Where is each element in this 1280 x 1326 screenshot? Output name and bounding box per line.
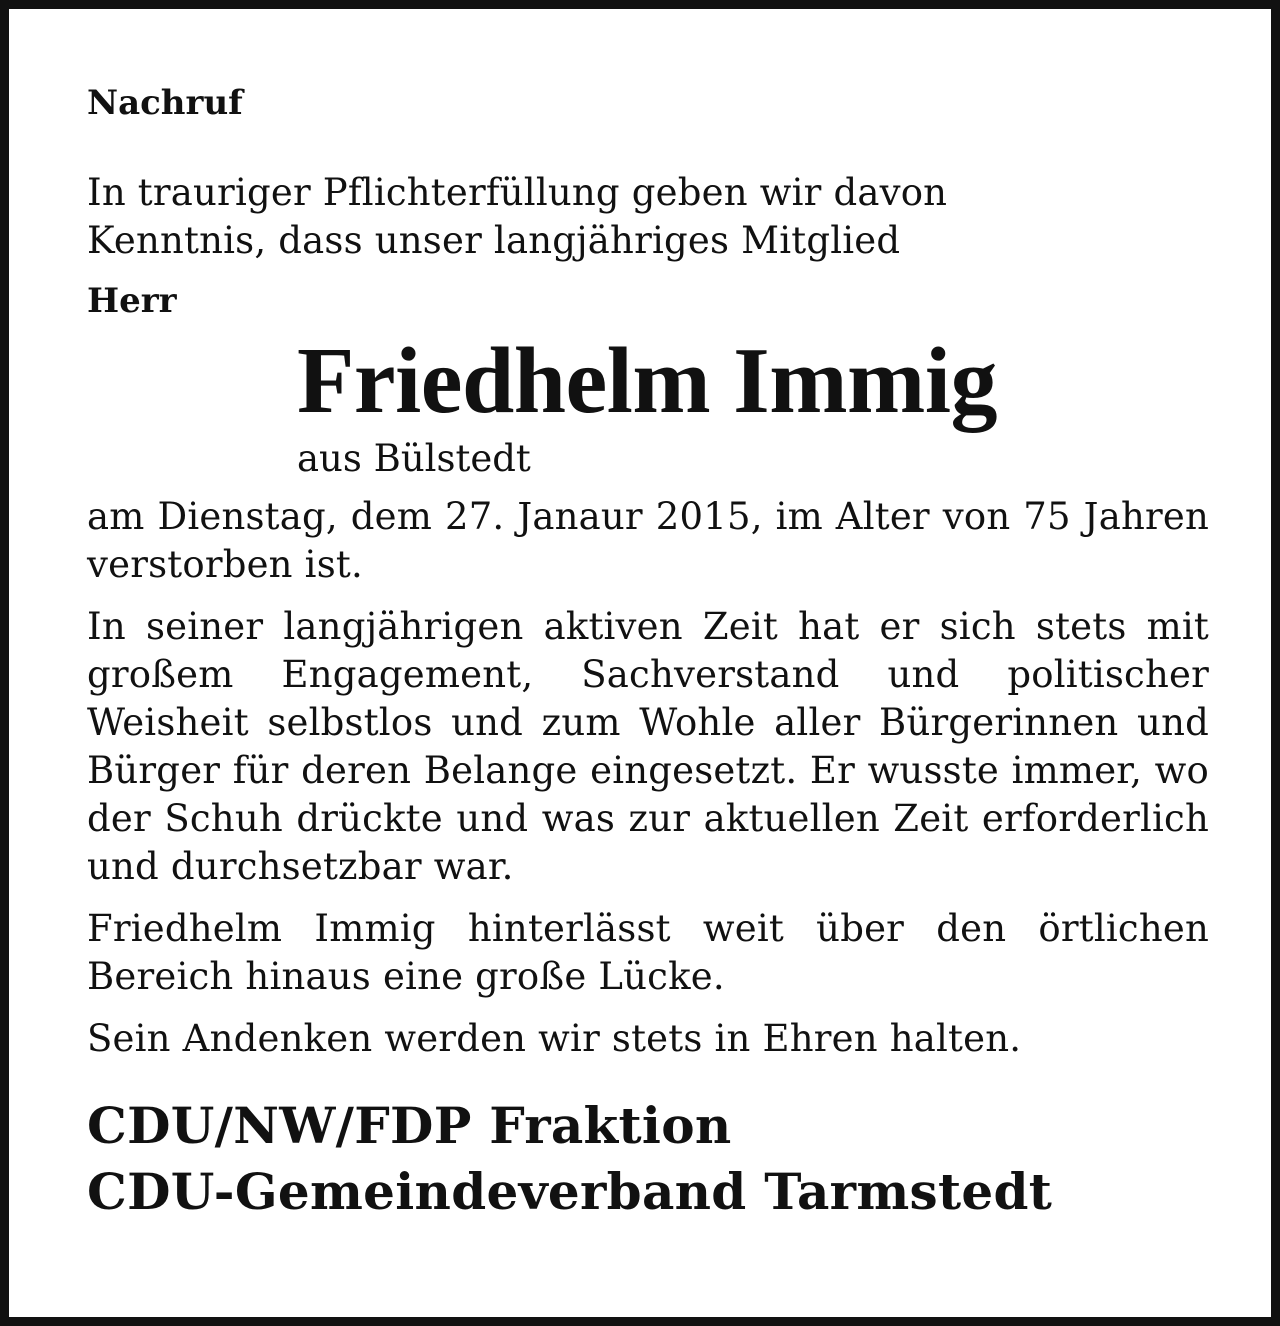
signer-association: CDU-Gemeindeverband Tarmstedt bbox=[87, 1162, 1053, 1221]
loss-paragraph: Friedhelm Immig hinterlässt weit über den örtlichen Bereich hinaus eine große Lücke. bbox=[87, 907, 1209, 998]
intro-line: Kenntnis, dass unser langjähriges Mitglied bbox=[87, 219, 901, 262]
obituary-content bbox=[87, 79, 1209, 1225]
obituary-heading: Nachruf bbox=[87, 83, 243, 123]
signer-fraction: CDU/NW/FDP Fraktion bbox=[87, 1096, 732, 1155]
signers-block bbox=[87, 1093, 1209, 1225]
remembrance-paragraph: Sein Andenken werden wir stets in Ehren halten. bbox=[87, 1017, 1022, 1060]
tribute-paragraph: In seiner langjährigen aktiven Zeit hat er sich stets mit großem Engagement, Sachverstand und politischer Weisheit selbstlos und zum Wohle aller Bürgerinnen und Bürger für deren Belange eingesetzt. Er wusste immer, wo der Schuh drückte und was zur aktuellen Zeit erforderlich und durchsetzbar war. bbox=[87, 605, 1209, 888]
salutation: Herr bbox=[87, 281, 177, 321]
deceased-origin: aus Bülstedt bbox=[297, 437, 531, 480]
intro-line: In trauriger Pflichterfüllung geben wir davon bbox=[87, 171, 948, 214]
death-date-paragraph: am Dienstag, dem 27. Janaur 2015, im Alter von 75 Jahren verstorben ist. bbox=[87, 495, 1209, 586]
deceased-name: Friedhelm Immig bbox=[297, 329, 997, 433]
intro-text bbox=[87, 169, 1209, 265]
